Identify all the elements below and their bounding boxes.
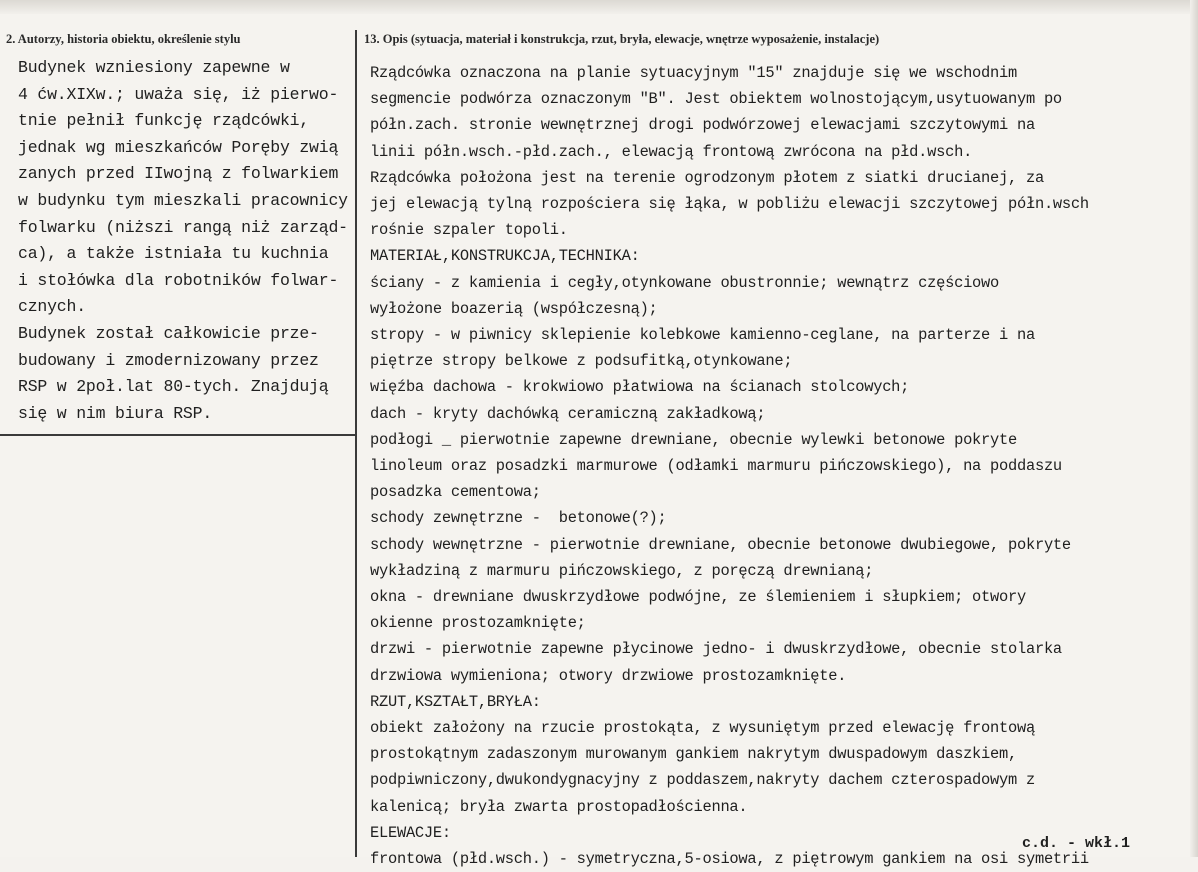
history-text-line: Budynek został całkowicie prze- (18, 323, 319, 343)
history-text-line: RSP w 2poł.lat 80-tych. Znajdują (18, 377, 329, 397)
page-top-edge (0, 0, 1198, 14)
description-text-line: linoleum oraz posadzki marmurowe (odłamki marmuru pińczowskiego), na poddaszu (370, 457, 1062, 476)
left-section-header: 2. Autorzy, historia obiektu, określenie stylu (6, 32, 241, 46)
description-text-line: wykładziną z marmuru pińczowskiego, z poręczą drewnianą; (370, 561, 874, 580)
history-text-line: ca), a także istniała tu kuchnia (18, 244, 329, 264)
description-text-line: posadzka cementowa; (370, 483, 541, 502)
description-text-line: dach - kryty dachówką ceramiczną zakładkową; (370, 404, 766, 423)
description-text-line: drzwi - pierwotnie zapewne płycinowe jedno- i dwuskrzydłowe, obecnie stolarka (370, 640, 1062, 659)
history-text-line: tnie pełnił funkcję rządcówki, (18, 111, 310, 131)
right-section-header: 13. Opis (sytuacja, materiał i konstrukcja, rzut, bryła, elewacje, wnętrze wyposażenie, instalacje) (364, 32, 880, 46)
history-text-line: w budynku tym mieszkali pracownicy (18, 190, 348, 210)
description-text-line: ELEWACJE: (370, 823, 451, 842)
description-text-line: rośnie szpaler topoli. (370, 221, 568, 240)
description-text-line: Rządcówka oznaczona na planie sytuacyjnym "15" znajduje się we wschodnim (370, 64, 1017, 82)
description-text-line: Rządcówka położona jest na terenie ogrodzonym płotem z siatki drucianej, za (370, 168, 1044, 187)
description-text-line: schody zewnętrzne - betonowe(?); (370, 509, 667, 528)
description-text-line: drzwiowa wymieniona; otwory drzwiowe prostozamknięte. (370, 666, 847, 685)
history-text-line: się w nim biura RSP. (18, 403, 213, 423)
history-text-line: zanych przed IIwojną z folwarkiem (18, 164, 339, 184)
history-text-line: Budynek wzniesiony zapewne w (18, 58, 290, 77)
history-text-line: cznych. (18, 297, 86, 317)
description-text-line: półn.zach. stronie wewnętrznej drogi podwórzowej elewacjami szczytowymi na (370, 116, 1035, 135)
description-text-block (370, 60, 1192, 872)
description-text-line: wyłożone boazerią (współczesną); (370, 299, 658, 318)
continuation-note: c.d. - wkł.1 (1022, 835, 1131, 852)
description-text-line: RZUT,KSZTAŁT,BRYŁA: (370, 692, 541, 711)
history-text-block (18, 55, 358, 427)
history-text-line: jednak wg mieszkańców Poręby zwią (18, 137, 339, 157)
description-text-line: frontowa (płd.wsch.) - symetryczna,5-osiowa, z piętrowym gankiem na osi symetrii (370, 850, 1089, 869)
description-text-line: więźba dachowa - krokwiowo płatwiowa na ścianach stolcowych; (370, 378, 910, 397)
description-text-line: ściany - z kamienia i cegły,otynkowane obustronnie; wewnątrz częściowo (370, 273, 1000, 292)
description-text-line: okienne prostozamknięte; (370, 614, 586, 633)
left-column-bottom-rule (0, 434, 355, 436)
description-text-line: jej elewacją tylną rozpościera się łąka, w pobliżu elewacji szczytowej półn.wsch (370, 195, 1089, 214)
description-text-line: prostokątnym zadaszonym murowanym gankiem nakrytym dwuspadowym daszkiem, (370, 745, 1017, 764)
description-text-line: podłogi _ pierwotnie zapewne drewniane, obecnie wylewki betonowe pokryte (370, 430, 1017, 449)
description-text-line: linii półn.wsch.-płd.zach., elewacją frontową zwrócona na płd.wsch. (370, 142, 973, 161)
description-text-line: stropy - w piwnicy sklepienie kolebkowe kamienno-ceglane, na parterze i na (370, 326, 1035, 345)
description-text-line: MATERIAŁ,KONSTRUKCJA,TECHNIKA: (370, 247, 640, 266)
description-text-line: okna - drewniane dwuskrzydłowe podwójne, ze ślemieniem i słupkiem; otwory (370, 588, 1026, 607)
description-text-line: kalenicą; bryła zwarta prostopadłościenna. (370, 797, 748, 816)
history-text-line: folwarku (niższi rangą niż zarząd- (18, 217, 348, 237)
description-text-line: schody wewnętrzne - pierwotnie drewniane, obecnie betonowe dwubiegowe, pokryte (370, 535, 1071, 554)
description-text-line: segmencie podwórza oznaczonym "B". Jest obiektem wolnostojącym,usytuowanym po (370, 90, 1062, 109)
description-text-line: piętrze stropy belkowe z podsufitką,otynkowane; (370, 352, 793, 371)
description-text-line: podpiwniczony,dwukondygnacyjny z poddaszem,nakryty dachem czterospadowym z (370, 771, 1035, 790)
description-text-line: obiekt założony na rzucie prostokąta, z wysuniętym przed elewację frontową (370, 719, 1035, 738)
history-text-line: 4 ćw.XIXw.; uważa się, iż pierwo- (18, 84, 339, 104)
history-text-line: i stołówka dla robotników folwar- (18, 270, 339, 290)
history-text-line: budowany i zmodernizowany przez (18, 350, 319, 370)
